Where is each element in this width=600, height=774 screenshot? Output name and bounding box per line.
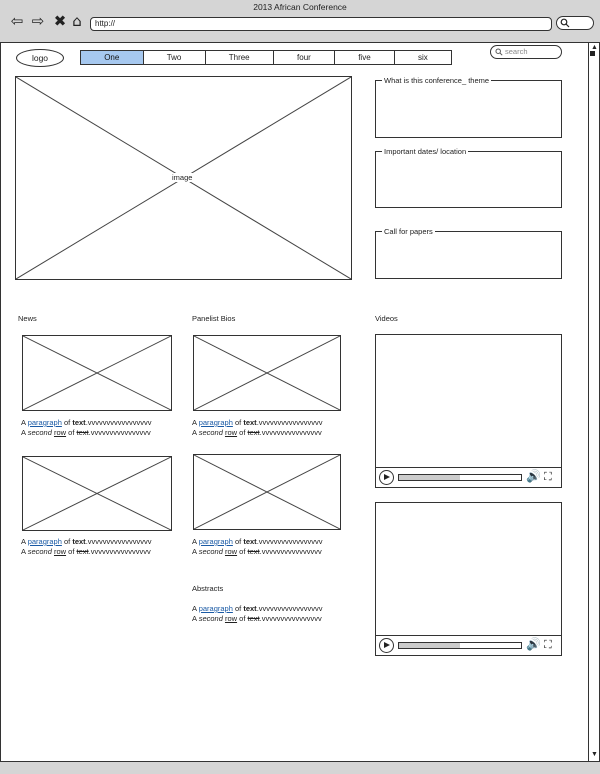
theme-panel: [375, 76, 562, 138]
paragraph-link[interactable]: paragraph: [27, 418, 62, 427]
paragraph-link[interactable]: paragraph: [198, 537, 233, 546]
vertical-scrollbar[interactable]: [588, 43, 599, 761]
video-progress-fill: [399, 643, 460, 648]
panelist-paragraph: [192, 537, 323, 556]
news-thumbnail[interactable]: [22, 456, 172, 531]
scrollbar-thumb[interactable]: [590, 51, 595, 56]
panelist-thumbnail[interactable]: [193, 454, 341, 530]
volume-icon[interactable]: 🔊: [526, 469, 541, 483]
image-placeholder-x: [194, 336, 340, 410]
paragraph-line-2: A second row of text.vvvvvvvvvvvvvvvv: [192, 546, 322, 556]
search-input[interactable]: [490, 45, 562, 59]
tab-one[interactable]: One: [81, 51, 144, 64]
status-bar: [0, 761, 600, 774]
paragraph-line-1: A paragraph of text.vvvvvvvvvvvvvvvvv: [192, 537, 323, 546]
play-icon[interactable]: [379, 470, 394, 485]
address-bar[interactable]: http://: [90, 17, 552, 31]
window-title: 2013 African Conference: [253, 2, 347, 12]
paragraph-line-2: A second row of text.vvvvvvvvvvvvvvvv: [21, 427, 151, 437]
tab-bar: [80, 50, 452, 65]
image-label: image: [172, 173, 193, 182]
dates-panel-title: Important dates/ location: [384, 147, 467, 156]
search-icon: [495, 48, 503, 56]
tab-six[interactable]: six: [418, 53, 428, 62]
hero-image: [15, 76, 352, 280]
search-icon: [560, 18, 570, 28]
video-player[interactable]: [375, 334, 562, 488]
back-icon[interactable]: ⇦: [10, 12, 24, 30]
dates-panel: [375, 147, 562, 208]
browser-search-field[interactable]: [556, 16, 594, 30]
video-controls: [376, 467, 561, 487]
paragraph-line-2: A second row of text.vvvvvvvvvvvvvvvv: [192, 613, 322, 623]
volume-icon[interactable]: 🔊: [526, 637, 541, 651]
play-icon[interactable]: [379, 638, 394, 653]
paragraph-link[interactable]: paragraph: [198, 418, 233, 427]
paragraph-link[interactable]: paragraph: [27, 537, 62, 546]
theme-panel-title: What is this conference_ theme: [384, 76, 490, 85]
search-placeholder: search: [505, 47, 528, 56]
paragraph-line-2: A second row of text.vvvvvvvvvvvvvvvv: [21, 546, 151, 556]
home-icon[interactable]: ⌂: [72, 12, 82, 30]
panelist-thumbnail[interactable]: [193, 335, 341, 411]
paragraph-line-1: A paragraph of text.vvvvvvvvvvvvvvvvv: [21, 418, 152, 427]
fullscreen-icon[interactable]: ⛶: [544, 638, 552, 651]
videos-heading: Videos: [375, 314, 398, 323]
video-player[interactable]: [375, 502, 562, 656]
video-controls: [376, 635, 561, 655]
paragraph-line-1: A paragraph of text.vvvvvvvvvvvvvvvvv: [21, 537, 152, 546]
forward-icon[interactable]: ⇨: [31, 12, 45, 30]
tab-three[interactable]: Three: [206, 51, 274, 64]
scroll-down-icon[interactable]: ▼: [591, 751, 598, 758]
news-thumbnail[interactable]: [22, 335, 172, 411]
video-progress-bar[interactable]: [398, 474, 522, 481]
papers-panel-title: Call for papers: [384, 227, 433, 236]
browser-toolbar: [0, 0, 600, 43]
news-paragraph: [21, 537, 152, 556]
abstracts-paragraph: [192, 604, 323, 623]
tab-two[interactable]: Two: [144, 51, 206, 64]
news-heading: News: [18, 314, 37, 323]
papers-panel: [375, 227, 562, 279]
stop-icon[interactable]: ✖: [53, 12, 67, 30]
abstracts-heading: Abstracts: [192, 584, 224, 593]
tab-five[interactable]: five: [335, 51, 395, 64]
panelist-paragraph: [192, 418, 323, 437]
image-placeholder-x: [23, 457, 171, 530]
logo[interactable]: logo: [16, 49, 64, 67]
paragraph-line-1: A paragraph of text.vvvvvvvvvvvvvvvvv: [192, 604, 323, 613]
paragraph-link[interactable]: paragraph: [198, 604, 233, 613]
paragraph-line-2: A second row of text.vvvvvvvvvvvvvvvv: [192, 427, 322, 437]
image-placeholder-x: [194, 455, 340, 529]
tab-four[interactable]: four: [274, 51, 335, 64]
news-paragraph: [21, 418, 152, 437]
paragraph-line-1: A paragraph of text.vvvvvvvvvvvvvvvvv: [192, 418, 323, 427]
panelist-bios-heading: Panelist Bios: [192, 314, 236, 323]
video-progress-fill: [399, 475, 460, 480]
image-placeholder-x: [23, 336, 171, 410]
scroll-up-icon[interactable]: ▲: [591, 44, 598, 51]
video-progress-bar[interactable]: [398, 642, 522, 649]
fullscreen-icon[interactable]: ⛶: [544, 470, 552, 483]
